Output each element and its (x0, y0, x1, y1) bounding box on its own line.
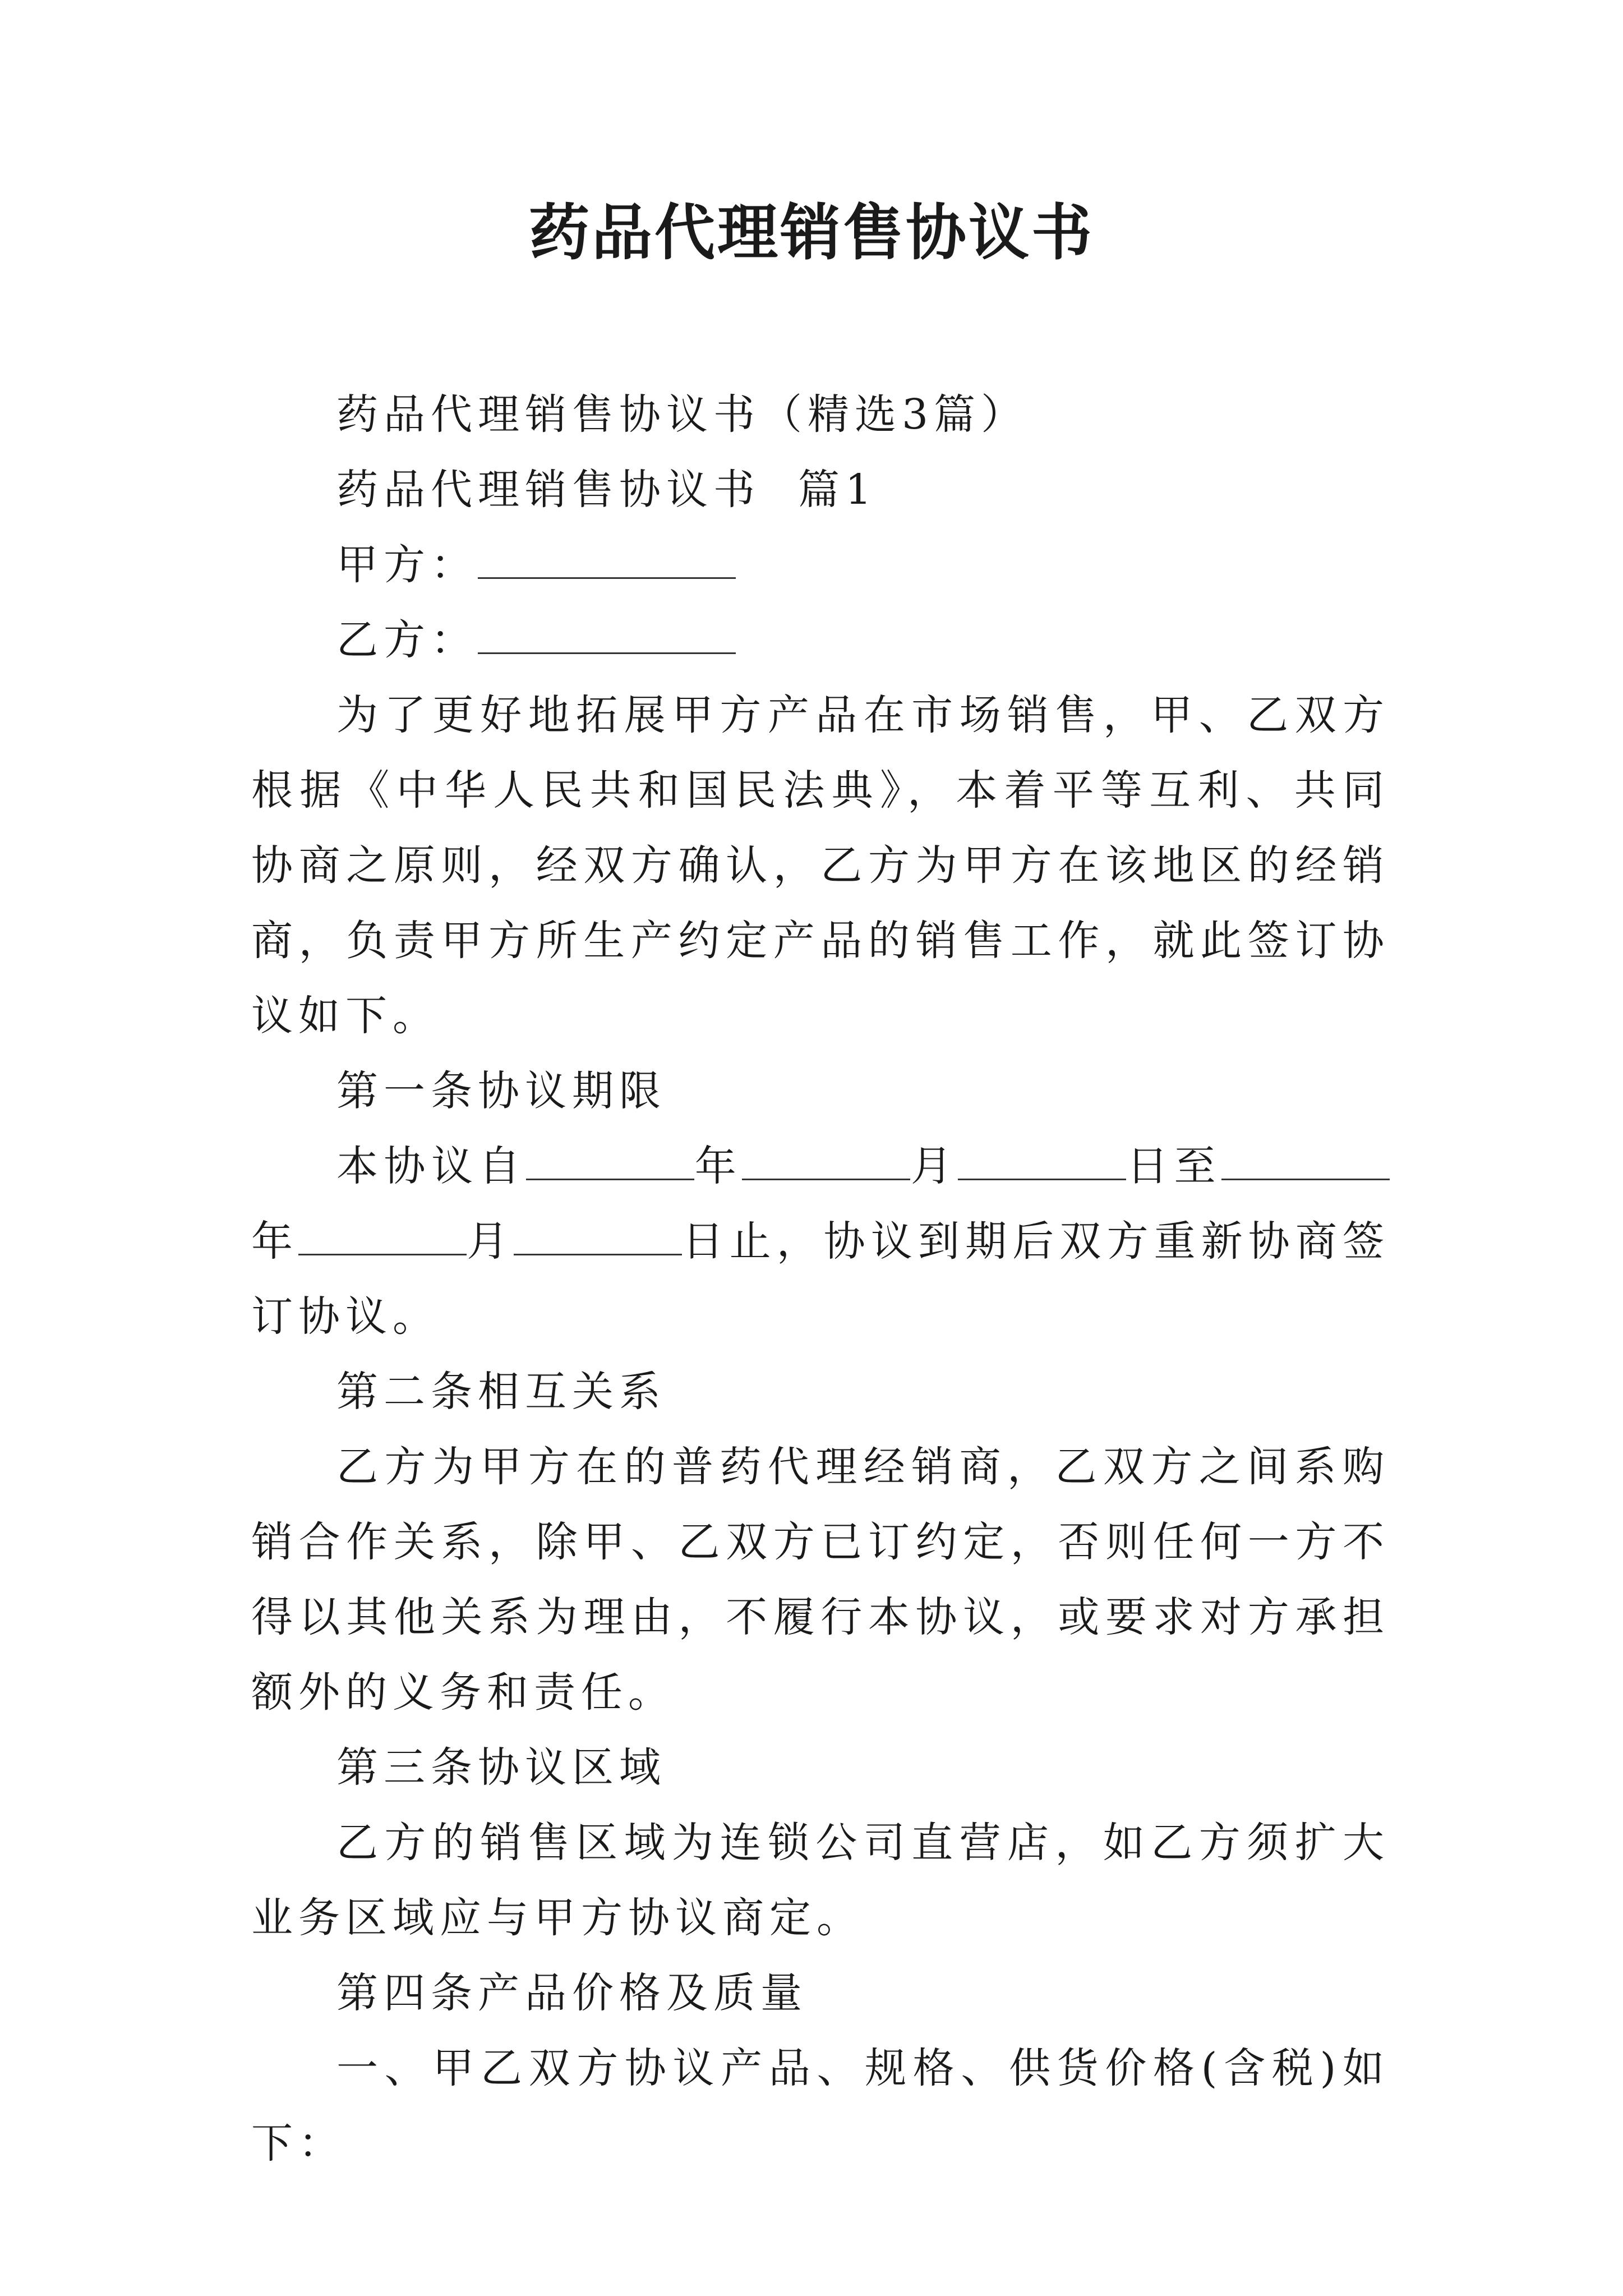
end-year-blank[interactable] (1221, 1134, 1390, 1180)
article2-text: 乙方为甲方在的普药代理经销商，乙双方之间系购销合作关系，除甲、乙双方已订约定，否则任何一方不得以其他关系为理由，不履行本协议，或要求对方承担额外的义务和责任。 (251, 1443, 1390, 1717)
article1-title: 第一条协议期限 (336, 1067, 666, 1115)
section-heading (251, 452, 1390, 527)
article4-item1: 一、甲乙双方协议产品、规格、供货价格(含税)如下： (251, 2044, 1390, 2168)
article1-day1: 日至 (1126, 1142, 1222, 1190)
article3-text: 乙方的销售区域为连锁公司直营店，如乙方须扩大业务区域应与甲方协议商定。 (251, 1819, 1390, 1942)
article1-year2: 年 (251, 1217, 299, 1266)
party-b-label: 乙方： (336, 616, 478, 664)
article1-year1: 年 (694, 1142, 743, 1190)
start-year-blank[interactable] (526, 1134, 694, 1180)
intro-paragraph: 为了更好地拓展甲方产品在市场销售，甲、乙双方根据《中华人民共和国民法典》，本着平等互利、共同协商之原则，经双方确认，乙方为甲方在该地区的经销商，负责甲方所生产约定产品的销售工作，就此签订协议如下。 (251, 691, 1390, 1040)
article2-title: 第二条相互关系 (336, 1368, 666, 1416)
end-month-blank[interactable] (298, 1209, 467, 1255)
article1-part1: 本协议自 (336, 1142, 527, 1190)
start-day-blank[interactable] (958, 1134, 1126, 1180)
party-a-blank[interactable] (478, 532, 736, 579)
section-heading-text: 药品代理销售协议书 篇1 (336, 466, 878, 514)
end-day-blank[interactable] (514, 1209, 682, 1255)
article4-title: 第四条产品价格及质量 (336, 1969, 808, 2017)
document-body (251, 377, 1390, 2181)
article1-day2-end: 日止，协议到期后双方重新协商签订协议。 (251, 1217, 1390, 1341)
subtitle: 药品代理销售协议书（精选3篇） (336, 390, 1029, 439)
article1-text (251, 1129, 1390, 1354)
article1-month1: 月 (910, 1142, 958, 1190)
document-title: 药品代理销售协议书 (528, 197, 1094, 268)
party-a-line (251, 527, 1390, 602)
article1-month2: 月 (467, 1217, 514, 1266)
start-month-blank[interactable] (742, 1134, 910, 1180)
article3-title: 第三条协议区域 (336, 1743, 666, 1792)
party-b-line (251, 602, 1390, 678)
party-a-label: 甲方： (336, 541, 478, 589)
party-b-blank[interactable] (478, 608, 736, 654)
